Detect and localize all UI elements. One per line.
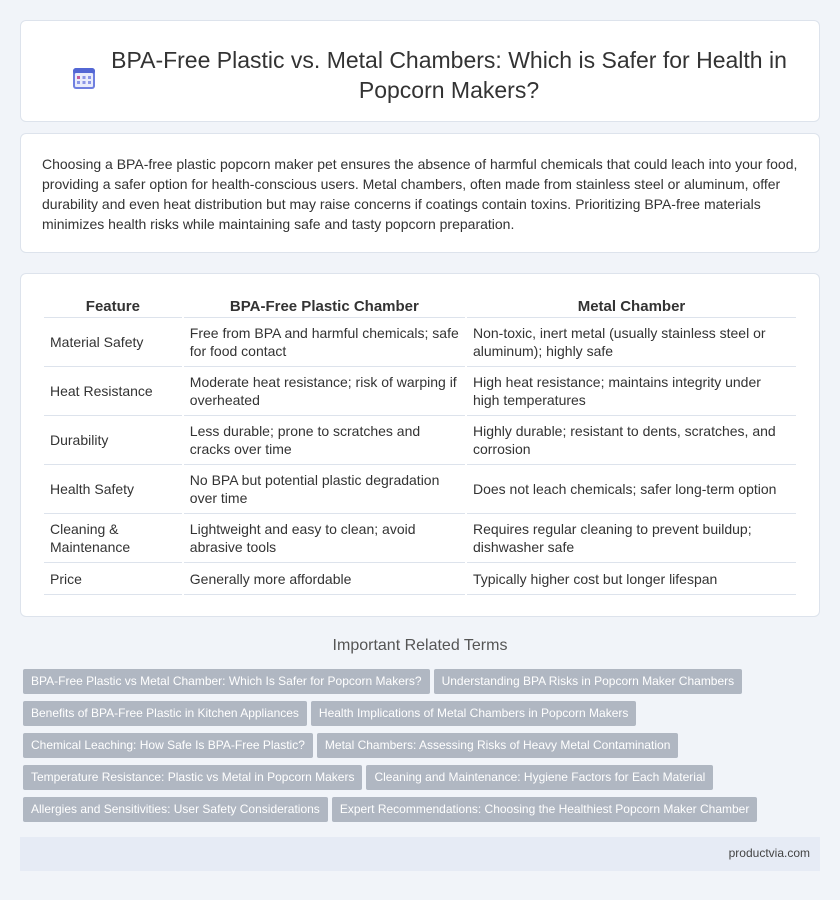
- metal-cell: Highly durable; resistant to dents, scratches, and corrosion: [467, 416, 796, 465]
- tag-row: [23, 765, 803, 797]
- footer-site-link[interactable]: productvia.com: [728, 846, 810, 860]
- feature-cell: Health Safety: [44, 465, 182, 514]
- related-term-tag[interactable]: BPA-Free Plastic vs Metal Chamber: Which Is Safer for Popcorn Makers?: [23, 669, 430, 694]
- table-row: [44, 465, 796, 514]
- metal-cell: Non-toxic, inert metal (usually stainless steel or aluminum); highly safe: [467, 318, 796, 367]
- related-term-tag[interactable]: Metal Chambers: Assessing Risks of Heavy Metal Contamination: [317, 733, 678, 758]
- related-term-tag[interactable]: Temperature Resistance: Plastic vs Metal in Popcorn Makers: [23, 765, 362, 790]
- metal-cell: Requires regular cleaning to prevent buildup; dishwasher safe: [467, 514, 796, 563]
- feature-cell: Heat Resistance: [44, 367, 182, 416]
- feature-cell: Price: [44, 563, 182, 595]
- related-terms-title: Important Related Terms: [332, 637, 508, 654]
- table-row: [44, 367, 796, 416]
- metal-cell: Does not leach chemicals; safer long-term option: [467, 465, 796, 514]
- tag-row: [23, 669, 803, 701]
- related-term-tag[interactable]: Cleaning and Maintenance: Hygiene Factors for Each Material: [366, 765, 713, 790]
- metal-cell: Typically higher cost but longer lifespan: [467, 563, 796, 595]
- tag-row: [23, 701, 803, 733]
- related-term-tag[interactable]: Understanding BPA Risks in Popcorn Maker Chambers: [434, 669, 743, 694]
- metal-cell: High heat resistance; maintains integrity under high temperatures: [467, 367, 796, 416]
- plastic-cell: Lightweight and easy to clean; avoid abrasive tools: [184, 514, 465, 563]
- plastic-cell: Free from BPA and harmful chemicals; safe for food contact: [184, 318, 465, 367]
- feature-cell: Material Safety: [44, 318, 182, 367]
- header-feature: Feature: [44, 294, 182, 318]
- plastic-cell: Generally more affordable: [184, 563, 465, 595]
- related-terms-tags: [23, 669, 803, 829]
- related-term-tag[interactable]: Benefits of BPA-Free Plastic in Kitchen Appliances: [23, 701, 307, 726]
- table-row: [44, 514, 796, 563]
- tag-row: [23, 797, 803, 829]
- footer: [20, 837, 820, 871]
- header-plastic: BPA-Free Plastic Chamber: [184, 294, 465, 318]
- plastic-cell: No BPA but potential plastic degradation over time: [184, 465, 465, 514]
- table-row: [44, 416, 796, 465]
- related-term-tag[interactable]: Allergies and Sensitivities: User Safety Considerations: [23, 797, 328, 822]
- tag-row: [23, 733, 803, 765]
- related-term-tag[interactable]: Health Implications of Metal Chambers in Popcorn Makers: [311, 701, 636, 726]
- feature-cell: Durability: [44, 416, 182, 465]
- table-row: [44, 563, 796, 595]
- page-title: BPA-Free Plastic vs. Metal Chambers: Which is Safer for Health in Popcorn Makers?: [111, 47, 787, 103]
- feature-cell: Cleaning & Maintenance: [44, 514, 182, 563]
- intro-card: [20, 133, 820, 253]
- plastic-cell: Moderate heat resistance; risk of warping if overheated: [184, 367, 465, 416]
- title-card: [20, 20, 820, 122]
- table-row: [44, 318, 796, 367]
- intro-text: Choosing a BPA-free plastic popcorn maker pet ensures the absence of harmful chemicals that could leach into your food, providing a safer option for health-conscious users. Metal chambers, often made from stainless steel or aluminum, offer durability and even heat distribution but may raise concerns if coatings contain toxins. Prioritizing BPA-free materials minimizes health risks while maintaining safe and tasty popcorn preparation.: [42, 156, 798, 232]
- table-header-row: [44, 294, 796, 318]
- plastic-cell: Less durable; prone to scratches and cracks over time: [184, 416, 465, 465]
- comparison-table-card: [20, 273, 820, 617]
- header-metal: Metal Chamber: [467, 294, 796, 318]
- related-term-tag[interactable]: Chemical Leaching: How Safe Is BPA-Free Plastic?: [23, 733, 313, 758]
- comparison-table: [42, 294, 798, 595]
- related-term-tag[interactable]: Expert Recommendations: Choosing the Healthiest Popcorn Maker Chamber: [332, 797, 758, 822]
